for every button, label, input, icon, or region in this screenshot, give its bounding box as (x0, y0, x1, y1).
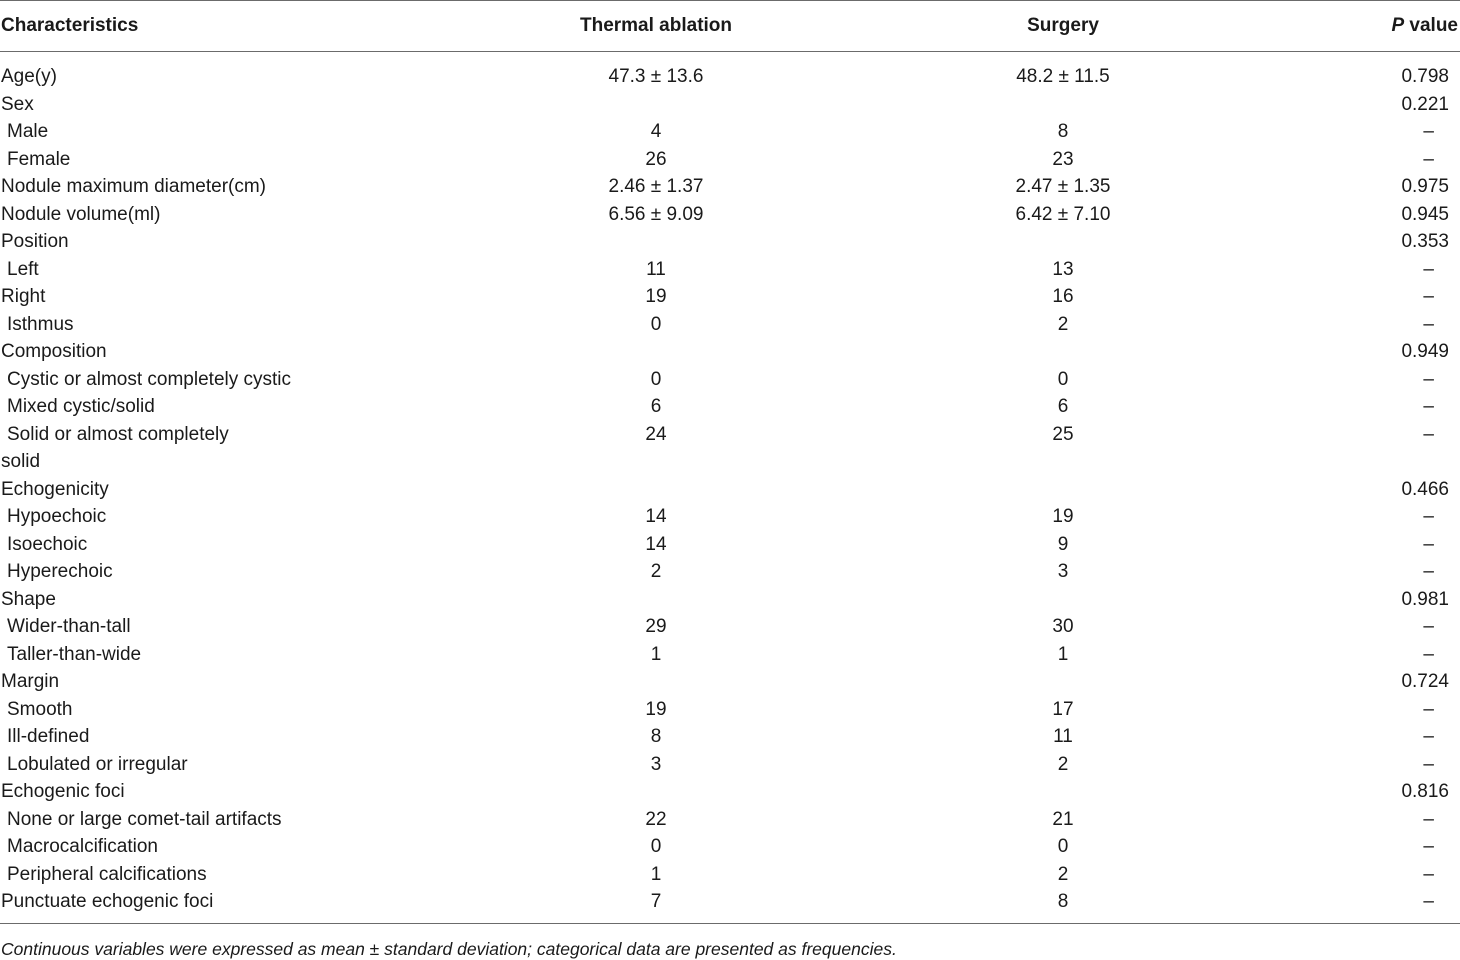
row-label: Hypoechoic (7, 506, 107, 527)
row-label: Macrocalcification (7, 836, 158, 857)
table-row (0, 52, 1460, 91)
thermal-ablation-cell: 22 (645, 808, 667, 830)
p-value-cell: – (1423, 286, 1434, 307)
surgery-cell: 9 (1057, 533, 1069, 555)
thermal-ablation-cell: 0 (650, 313, 662, 335)
thermal-ablation-cell: 19 (645, 286, 667, 307)
p-value-cell: – (1423, 313, 1434, 335)
row-label: Sex (1, 93, 34, 115)
row-label: Isoechoic (7, 533, 88, 555)
row-label: Isthmus (7, 313, 74, 335)
p-value-cell: 0.221 (1401, 93, 1449, 115)
surgery-cell: 23 (1052, 148, 1074, 170)
row-label: Smooth (7, 698, 73, 720)
p-value-cell: 0.816 (1401, 781, 1449, 802)
thermal-ablation-cell: 47.3 ± 13.6 (608, 66, 704, 87)
header-characteristics: Characteristics (0, 1, 445, 52)
thermal-ablation-cell: 0 (650, 836, 662, 857)
table-footnote: Continuous variables were expressed as mean ± standard deviation; categorical data are presented as frequencies. (1, 938, 897, 959)
surgery-cell (867, 228, 1259, 256)
row-label (0, 421, 445, 476)
table-row (0, 613, 1460, 641)
header-p-value (1259, 1, 1460, 52)
p-value-cell: – (1423, 616, 1434, 637)
surgery-cell: 6 (1057, 396, 1069, 417)
surgery-cell: 11 (1053, 726, 1073, 747)
table-row (0, 503, 1460, 531)
table-header (0, 1, 1460, 52)
thermal-ablation-cell: 1 (650, 643, 662, 665)
row-label: Lobulated or irregular (7, 753, 188, 775)
row-label: Left (7, 258, 39, 280)
p-value-cell: – (1423, 506, 1434, 527)
thermal-ablation-cell: 14 (645, 506, 667, 527)
thermal-ablation-cell: 4 (650, 121, 662, 142)
header-p-italic: P (1391, 15, 1405, 36)
p-value-cell: – (1423, 368, 1434, 390)
row-label: Composition (1, 341, 107, 362)
p-value-cell: 0.798 (1401, 66, 1449, 87)
surgery-cell: 2 (1057, 313, 1069, 335)
row-label: Echogenicity (1, 478, 109, 500)
table-row (0, 173, 1460, 201)
thermal-ablation-cell (445, 338, 867, 366)
thermal-ablation-cell: 2 (650, 561, 662, 582)
row-label: Position (1, 231, 69, 252)
table-row (0, 806, 1460, 834)
row-label: Shape (1, 588, 56, 610)
surgery-cell (867, 586, 1259, 614)
table-row (0, 256, 1460, 284)
row-label: Peripheral calcifications (7, 863, 207, 885)
thermal-ablation-cell: 11 (646, 258, 666, 280)
table-row (0, 723, 1460, 751)
surgery-cell: 2 (1057, 753, 1069, 775)
table-row (0, 531, 1460, 559)
thermal-ablation-cell: 8 (650, 726, 662, 747)
thermal-ablation-cell: 6.56 ± 9.09 (608, 203, 704, 225)
p-value-cell: – (1423, 561, 1434, 582)
p-value-cell: 0.353 (1401, 231, 1449, 252)
surgery-cell (867, 91, 1259, 119)
row-label: Ill-defined (7, 726, 90, 747)
row-label: Cystic or almost completely cystic (7, 368, 292, 390)
row-label: Nodule volume(ml) (1, 203, 161, 225)
header-p-rest: value (1404, 15, 1458, 36)
table-row (0, 668, 1460, 696)
p-value-cell: – (1423, 698, 1434, 720)
row-label: Right (1, 286, 46, 307)
p-value-cell: 0.981 (1401, 588, 1449, 610)
p-value-cell: – (1423, 148, 1434, 170)
table-row (0, 91, 1460, 119)
table-row (0, 201, 1460, 229)
thermal-ablation-cell (445, 586, 867, 614)
table-row (0, 861, 1460, 889)
table-row (0, 118, 1460, 146)
table-row (0, 311, 1460, 339)
row-label: Wider-than-tall (7, 616, 131, 637)
surgery-cell: 17 (1052, 698, 1074, 720)
thermal-ablation-cell: 6 (650, 396, 662, 417)
table-row (0, 421, 1460, 476)
table-row (0, 146, 1460, 174)
surgery-cell: 3 (1057, 561, 1069, 582)
thermal-ablation-cell: 19 (645, 698, 667, 720)
thermal-ablation-cell (445, 476, 867, 504)
surgery-cell: 21 (1052, 808, 1074, 830)
p-value-cell: – (1423, 891, 1434, 912)
thermal-ablation-cell: 2.46 ± 1.37 (608, 176, 704, 197)
p-value-cell: – (1423, 258, 1434, 280)
table-body (0, 52, 1460, 924)
row-label: Nodule maximum diameter(cm) (1, 176, 267, 197)
table-row (0, 888, 1460, 923)
table-row (0, 283, 1460, 311)
p-value-cell: – (1423, 396, 1434, 417)
surgery-cell: 2 (1057, 863, 1069, 885)
surgery-cell: 13 (1052, 258, 1074, 280)
thermal-ablation-cell (445, 228, 867, 256)
p-value-cell: 0.466 (1401, 478, 1449, 500)
surgery-cell: 8 (1057, 891, 1069, 912)
thermal-ablation-cell: 3 (650, 753, 662, 775)
table-row (0, 476, 1460, 504)
row-label: Punctuate echogenic foci (1, 891, 214, 912)
thermal-ablation-cell: 7 (650, 891, 662, 912)
row-label: Taller-than-wide (7, 643, 142, 665)
row-label: None or large comet-tail artifacts (7, 808, 282, 830)
row-label: Margin (1, 671, 60, 692)
thermal-ablation-cell (445, 778, 867, 806)
row-label-line2: solid (1, 451, 41, 472)
thermal-ablation-cell (445, 91, 867, 119)
table-row (0, 393, 1460, 421)
table-row (0, 338, 1460, 366)
table-row (0, 696, 1460, 724)
surgery-cell: 16 (1052, 286, 1074, 307)
table-row (0, 778, 1460, 806)
row-label: Male (7, 121, 49, 142)
p-value-cell: – (1423, 808, 1434, 830)
table-row (0, 558, 1460, 586)
header-surgery: Surgery (867, 1, 1259, 52)
p-value-cell: – (1423, 533, 1434, 555)
surgery-cell: 0 (1057, 836, 1069, 857)
thermal-ablation-cell: 29 (645, 616, 667, 637)
surgery-cell: 2.47 ± 1.35 (1015, 176, 1111, 197)
p-value-cell: 0.945 (1401, 203, 1449, 225)
table-row (0, 641, 1460, 669)
p-value-cell: – (1423, 423, 1434, 445)
header-thermal-ablation: Thermal ablation (445, 1, 867, 52)
thermal-ablation-cell: 0 (650, 368, 662, 390)
p-value-cell: – (1423, 863, 1434, 885)
thermal-ablation-cell: 14 (645, 533, 667, 555)
row-label: Mixed cystic/solid (7, 396, 155, 417)
p-value-cell: – (1423, 121, 1434, 142)
surgery-cell (867, 476, 1259, 504)
surgery-cell: 19 (1052, 506, 1074, 527)
p-value-cell: – (1423, 753, 1434, 775)
row-label: Hyperechoic (7, 561, 113, 582)
p-value-cell: 0.724 (1401, 671, 1449, 692)
table-row (0, 751, 1460, 779)
surgery-cell (867, 778, 1259, 806)
surgery-cell: 30 (1052, 616, 1074, 637)
thermal-ablation-cell: 24 (645, 423, 667, 445)
row-label: Echogenic foci (1, 781, 125, 802)
header-row (0, 1, 1460, 52)
row-label-line1: Solid or almost completely (7, 423, 229, 445)
table-row (0, 228, 1460, 256)
surgery-cell (867, 668, 1259, 696)
surgery-cell: 25 (1052, 423, 1074, 445)
surgery-cell: 6.42 ± 7.10 (1015, 203, 1111, 225)
surgery-cell: 0 (1057, 368, 1069, 390)
surgery-cell: 8 (1057, 121, 1069, 142)
table-row (0, 833, 1460, 861)
p-value-cell: 0.949 (1401, 341, 1449, 362)
thermal-ablation-cell: 1 (650, 863, 662, 885)
p-value-cell: 0.975 (1401, 176, 1449, 197)
table-row (0, 366, 1460, 394)
thermal-ablation-cell: 26 (645, 148, 667, 170)
thermal-ablation-cell (445, 668, 867, 696)
surgery-cell (867, 338, 1259, 366)
row-label: Female (7, 148, 71, 170)
row-label: Age(y) (1, 66, 57, 87)
table-row (0, 586, 1460, 614)
p-value-cell: – (1423, 726, 1434, 747)
surgery-cell: 48.2 ± 11.5 (1016, 66, 1110, 87)
p-value-cell: – (1423, 643, 1434, 665)
surgery-cell: 1 (1057, 643, 1069, 665)
p-value-cell: – (1423, 836, 1434, 857)
